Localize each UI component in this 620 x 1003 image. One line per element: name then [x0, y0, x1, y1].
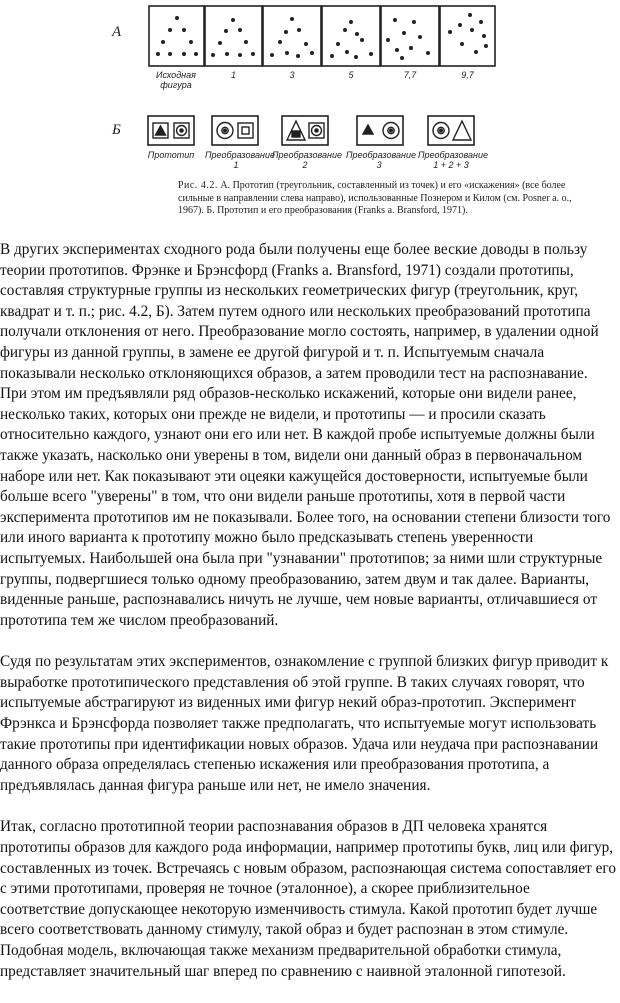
label-a-1: 1	[230, 70, 236, 80]
paragraph-1: В других экспериментах сходного рода были получены еще более веские доводы в пользу теории прототипов. Фрэнке и Брэнсфорд (Franks a. Bransford, 1971) создали прототипы, составляя структурные группы из нескольких геометрических фигур (треугольник, круг, квадрат и т. п.; рис. 4.2, Б). Затем путем одного или нескольких преобразований прототипа получали отклонения от него. Преобразование могло состоять, например, в удалении одной фигуры из данной группы, в замене ее другой фигурой и т. п. Испытуемым сначала показывали несколько отклоняющихся образов, а затем проводили тест на распознавание. При этом им предъявляли ряд образов-несколько искажений, которые они видели ранее, несколько таких, которых они прежде не видели, и прототипы — и просили сказать относительно каждого, узнают они его или нет. В каждой пробе испытуемые должны были также указать, насколько они уверены в том, видели они данный образ в первоначальном наборе или нет. Как показывают эти оцеяки кажущейся достоверности, испытуемые были больше всего "уверены" в том, что они видели раньше прототипы, хотя в первой части эксперимента прототипов им не показывали. Более того, на основании степени близости того или иного варианта к прототипу можно было предсказывать степень уверенности испытуемых. Наибольшей она была при "узнавании" прототипов; за ними шли структурные группы, подвергшиеся только одному преобразованию, затем двум и так далее. Варианты, виденные раньше, распознавались ничуть не лучше, чем новые варианты, отличавшиеся от прототипа тем же числом преобразований.	[0, 241, 611, 629]
panel-b-transform-1	[212, 116, 258, 145]
paragraph-3: Итак, согласно прототипной теории распознавания образов в ДП человека хранятся прототипы образов для каждого рода информации, например прототипы букв, лиц или фигур, составленных из точек. Встречаясь с новым образом, распознающая система сопоставляет его с этими прототипами, проверяя не точное (эталонное), а скорее приблизительное соответствие допускающее некоторую изменчивость стимула. Какой прототип будет лучше всего соответствовать данному стимулу, такой образ и будет распознан в этом стимуле. Подобная модель, включающая также механизм предварительной обработки стимула, представляет значительный шаг вперед по сравнению с наивной эталонной гипотезой.	[0, 818, 616, 980]
dots-level-5	[330, 20, 373, 59]
caption-text: А. Прототип (треугольник, составленный из точек) и его «искажения» (все более сильные в направлении слева направо), использованные Познером и Килом (см. Posner a. o., 1967). Б. Прототип и его преобразования (Franks a. Bransford, 1971).	[178, 180, 572, 216]
panel-a-1	[205, 6, 262, 66]
label-b-transform-3: Преобразование 3	[346, 150, 416, 170]
panel-a-9-7	[440, 6, 495, 66]
dots-level-7-7	[386, 18, 430, 60]
label-a-original: Исходная фигура	[156, 70, 196, 90]
caption-figure-number: Рис. 4.2.	[178, 180, 218, 191]
label-b-transform-1: Преобразование 1	[205, 150, 275, 170]
figure-4-2	[0, 0, 620, 240]
dots-original	[156, 16, 198, 56]
row-a-panels	[149, 6, 495, 66]
panel-b-transform-3	[357, 116, 403, 145]
body-text	[0, 240, 618, 1003]
paragraph-2: Судя по результатам этих экспериментов, ознакомление с группой близких фигур приводит к выработке прототипического представления об этой группе. В таких случаях говорят, что испытуемые абстрагируют из виденных ими фигур некий образ-прототип. Эксперимент Фрэнкса и Брэнсфорда позволяет также предполагать, что испытуемые могут использовать такие прототипы при идентификации новых образов. Удача или неудача при распознавании данного образа определялась степенью искажения или преобразования прототипа, а предъявлялась данная фигура раньше или нет, не имело значения.	[0, 653, 609, 794]
label-a-7-7: 7,7	[403, 70, 417, 80]
label-a-9-7: 9,7	[461, 70, 474, 80]
row-a-letter: А	[112, 24, 122, 40]
label-b-transform-2: Преобразование 2	[272, 150, 342, 170]
label-a-3: 3	[289, 70, 295, 80]
panel-a-3	[263, 6, 321, 66]
dots-level-3	[270, 17, 314, 58]
dots-level-1	[211, 18, 255, 57]
panel-a-original	[149, 6, 204, 66]
label-b-prototype: Прототип	[147, 150, 195, 160]
row-b-letter: Б	[112, 122, 121, 138]
label-a-5: 5	[348, 70, 354, 80]
figure-caption	[178, 180, 578, 218]
panel-a-7-7	[381, 6, 439, 66]
label-b-transform-123: Преобразование 1 + 2 + 3	[418, 150, 488, 170]
dots-level-9-7	[448, 13, 488, 54]
